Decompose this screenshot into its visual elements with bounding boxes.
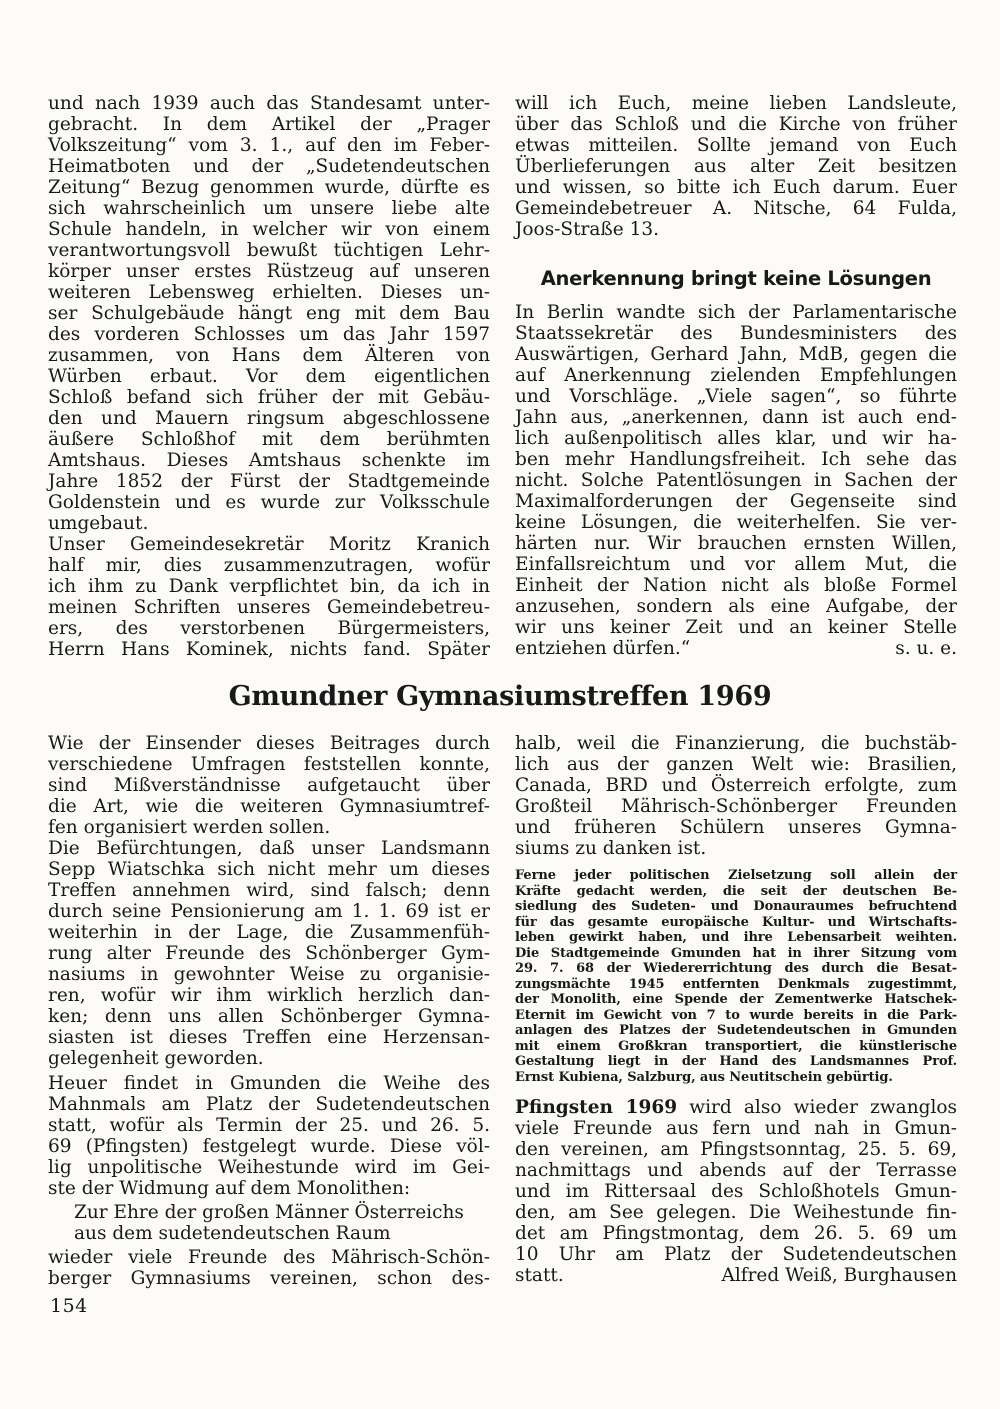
text-line: ren, wofür wir ihm wirklich herzlich dan- [48,985,490,1006]
text-line: den und Mauern ringsum abgeschlossene [48,408,490,429]
text-line: gelegenheit geworden. [48,1048,264,1069]
text-line: ste der Widmung auf dem Monolithen: [48,1178,411,1199]
text-line: meinen Schriften unseres Gemeindebetreu- [48,597,490,618]
text-line: weiteren Lebensweg erhielten. Dieses un- [48,282,490,303]
text-line: Würben erbaut. Vor dem eigentlichen [48,366,490,387]
text-line: Ernst Kubiena, Salzburg, aus Neutitschein gebürtig. [515,1069,893,1085]
text-line: Jahn aus, „anerkennen, dann ist auch end- [515,407,957,428]
text-line: entziehen dürfen.“ s. u. e. [515,638,957,659]
text-line: sind Mißverständnisse aufgetaucht über [48,775,490,796]
text-line: will ich Euch, meine lieben Landsleute, [515,93,957,114]
text-line: ich ihm zu Dank verpflichtet bin, da ich in [48,576,490,597]
text-line: Maximalforderungen der Gegenseite sind [515,491,957,512]
text-line: über das Schloß und die Kirche von früher [515,114,957,135]
text-line: den, am See gelegen. Die Weihestunde fin- [515,1202,957,1223]
text-line: zungsmächte 1945 entfernten Denkmals zugestimmt, [515,976,957,992]
text-line: und Vorschläge. „Viele sagen“, so führte [515,386,957,407]
text-line: Jahre 1852 der Fürst der Stadtgemeinde [48,471,490,492]
column-top-left [48,93,490,660]
text-line: siedlung des Sudeten- und Donauraumes befruchtend [515,899,957,914]
text-line: Überlieferungen aus alter Zeit besitzen [515,156,957,177]
text-line: äußere Schloßhof mit dem berühmten [48,429,490,450]
text-line: 69 (Pfingsten) festgelegt wurde. Diese völ- [48,1136,490,1157]
text-line: Canada, BRD und Österreich erfolgte, zum [515,775,957,796]
page-number: 154 [50,1295,88,1317]
text-line: gebracht. In dem Artikel der „Prager [48,114,490,135]
text-line: und früheren Schülern unseres Gymna- [515,817,957,838]
text-line: Großteil Mährisch-Schönberger Freunden [515,796,957,817]
text-line: Schloß befand sich früher der mit Gebäu- [48,387,490,408]
paragraph [515,1097,957,1286]
paragraph [515,302,957,659]
text-line: wieder viele Freunde des Mährisch-Schön- [48,1247,490,1268]
text-line: verschiedene Umfragen feststellen konnte, [48,754,490,775]
text-line: Volkszeitung“ vom 3. 1., auf den im Feber- [48,135,490,156]
text-line: lich außenpolitisch alles klar, und wir ha- [515,428,957,449]
paragraph [48,93,490,534]
text-line: Unser Gemeindesekretär Moritz Kranich [48,534,490,555]
text-line: Auswärtigen, Gerhard Jahn, MdB, gegen die [515,344,957,365]
text-line: statt. Alfred Weiß, Burghausen [515,1265,957,1286]
text-line: ken; denn uns allen Schönberger Gymna- [48,1006,490,1027]
text-line: etwas mitteilen. Sollte jemand von Euch [515,135,957,156]
text-line: sich wahrscheinlich um unsere liebe alte [48,198,490,219]
text-line: 10 Uhr am Platz der Sudetendeutschen [515,1244,957,1265]
text-line: Zur Ehre der großen Männer Österreichs [74,1202,464,1223]
text-line: den vereinen, am Pfingstsonntag, 25. 5. 69, [515,1139,957,1160]
text-line: rung alter Freunde des Schönberger Gym- [48,943,490,964]
text-line: durch seine Pensionierung am 1. 1. 69 ist er [48,901,490,922]
column-bottom-right [515,733,957,1286]
text-line: In Berlin wandte sich der Parlamentarische [515,302,957,323]
text-line: statt, wofür als Termin der 25. und 26. 5. [48,1115,490,1136]
text-line: ser Schulgebäude hängt eng mit dem Bau [48,303,490,324]
text-line: siums zu danken ist. [515,838,707,859]
paragraph [48,534,490,660]
text-line: körper unser erstes Rüstzeug auf unseren [48,261,490,282]
text-line: Heimatboten und der „Sudetendeutschen [48,156,490,177]
text-line: berger Gymnasiums vereinen, schon des- [48,1268,490,1289]
text-line: anlagen des Platzes der Sudetendeutschen in Gmunden [515,1023,957,1038]
paragraph [515,733,957,859]
text-line: Sepp Wiatschka sich nicht mehr um dieses [48,859,490,880]
text-line: Treffen annehmen wird, sind falsch; denn [48,880,490,901]
text-line: der Monolith, eine Spende der Zementwerke Hatschek- [515,992,957,1007]
text-line: Die Befürchtungen, daß unser Landsmann [48,838,490,859]
text-line: Schule handeln, in welcher wir von einem [48,219,490,240]
text-line: anzusehen, sondern als eine Aufgabe, der [515,596,957,617]
text-line: härten nur. Wir brauchen ernsten Willen, [515,533,957,554]
text-line: auf Anerkennung zielenden Empfehlungen [515,365,957,386]
text-line: Einheit der Nation nicht als bloße Formel [515,575,957,596]
text-line: Wie der Einsender dieses Beitrages durch [48,733,490,754]
text-line: ben mehr Handlungsfreiheit. Ich sehe das [515,449,957,470]
text-line: Staatssekretär des Bundesministers des [515,323,957,344]
text-line: verantwortungsvoll bewußt tüchtigen Lehr- [48,240,490,261]
text-line: Heuer findet in Gmunden die Weihe des [48,1073,490,1094]
text-line: Goldenstein und es wurde zur Volksschule [48,492,490,513]
paragraph [48,1073,490,1199]
text-line: und wissen, so bitte ich Euch darum. Euer [515,177,957,198]
monolith-dedication-quote [74,1202,490,1244]
paragraph [515,93,957,240]
text-line: ers, des verstorbenen Bürgermeisters, [48,618,490,639]
text-line: fen organisiert werden sollen. [48,817,331,838]
text-line: für das gesamte europäische Kultur- und Wirtschafts- [515,914,957,930]
text-line: des vorderen Schlosses um das Jahr 1597 [48,324,490,345]
text-line: nachmittags und abends auf der Terrasse [515,1160,957,1181]
text-line: Kräfte gedacht werden, die seit der deutschen Be- [515,883,957,899]
text-line: viele Freunde aus fern und nah in Gmun- [515,1118,957,1139]
text-line: die Art, wie die weiteren Gymnasiumtref- [48,796,490,817]
text-line: siasten ist dieses Treffen eine Herzensan- [48,1027,490,1048]
paragraph [48,838,490,1069]
text-line: nicht. Solche Patentlösungen in Sachen der [515,470,957,491]
text-line: halb, weil die Finanzierung, die buchstäb- [515,733,957,754]
article-heading-gmundner: Gmundner Gymnasiumstreffen 1969 [228,681,772,712]
text-line: Mahnmals am Platz der Sudetendeutschen [48,1094,490,1115]
text-line: Amtshaus. Dieses Amtshaus schenkte im [48,450,490,471]
small-print-note [515,868,957,1085]
text-line: und im Rittersaal des Schloßhotels Gmun- [515,1181,957,1202]
text-line: keine Lösungen, die weiterhelfen. Sie ver- [515,512,957,533]
text-line: Ferne jeder politischen Zielsetzung soll allein der [515,868,957,883]
section-heading-anerkennung: Anerkennung bringt keine Lösungen [540,267,932,290]
column-bottom-left [48,733,490,1289]
text-line: Gemeindebetreuer A. Nitsche, 64 Fulda, [515,198,957,219]
text-line: lig unpolitische Weihestunde wird im Gei- [48,1157,490,1178]
text-line: Die Stadtgemeinde Gmunden hat in ihrer Sitzung vom [515,945,957,961]
text-line: Zeitung“ Bezug genommen wurde, dürfte es [48,177,490,198]
text-line: det am Pfingstmontag, dem 26. 5. 69 um [515,1223,957,1244]
text-line: Eternit im Gewicht von 7 to wurde bereits in die Park- [515,1007,957,1023]
text-line: Joos-Straße 13. [515,219,660,240]
text-line: half mir, dies zusammenzutragen, wofür [48,555,490,576]
text-line: wir uns keiner Zeit und an keiner Stelle [515,617,957,638]
text-line: Herrn Hans Kominek, nichts fand. Später [48,639,490,660]
text-line: mit einem Großkran transportiert, die künstlerische [515,1038,957,1054]
text-line: Pfingsten 1969 wird also wieder zwanglos [515,1097,958,1118]
paragraph [48,1247,490,1289]
text-line: weiterhin in der Lage, die Zusammenfüh- [48,922,490,943]
text-line: lich aus der ganzen Welt wie: Brasilien, [515,754,957,775]
text-line: Einfallsreichtum und vor allem Mut, die [515,554,957,575]
text-line: und nach 1939 auch das Standesamt unter- [48,93,490,114]
text-line: nasiums in gewohnter Weise zu organisie- [48,964,490,985]
text-line: 29. 7. 68 der Wiedererrichtung des durch die Besat- [515,961,957,976]
column-top-right [515,93,957,659]
paragraph [48,733,490,838]
text-line: Gestaltung liegt in der Hand des Landsmannes Prof. [515,1054,957,1069]
text-line: leben gewirkt haben, und ihre Lebensarbeit weihten. [515,930,957,945]
text-line: umgebaut. [48,513,149,534]
text-line: zusammen, von Hans dem Älteren von [48,345,490,366]
text-line: aus dem sudetendeutschen Raum [74,1223,391,1244]
